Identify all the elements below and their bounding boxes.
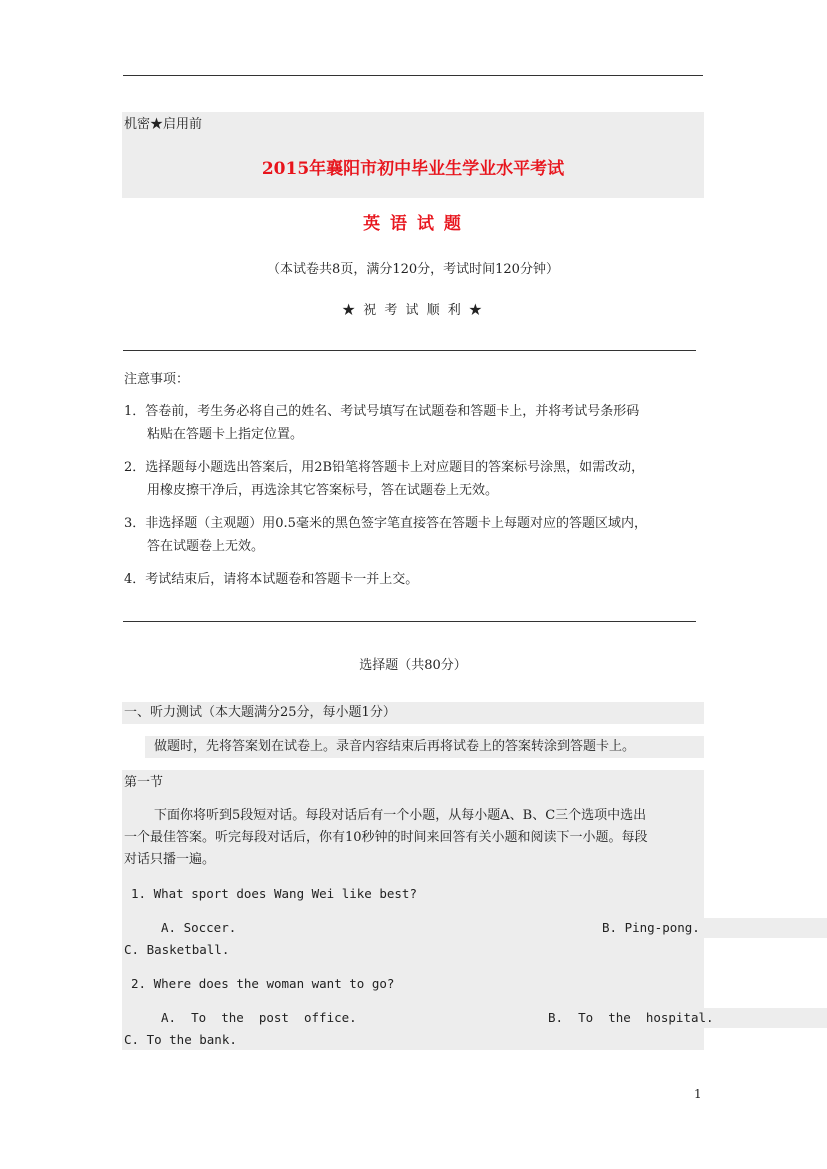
part-instruction: 做题时，先将答案划在试卷上。录音内容结束后再将试卷上的答案转涂到答题卡上。 xyxy=(154,739,636,754)
section-title: 选择题（共80分） xyxy=(359,658,467,673)
subsection-heading: 第一节 xyxy=(124,775,164,790)
note-item-4-line1: 4．考试结束后，请将本试题卷和答题卡一并上交。 xyxy=(124,572,419,587)
question-2-option-c: C. To the bank. xyxy=(124,1032,237,1047)
question-2-stem: 2. Where does the woman want to go? xyxy=(131,976,395,991)
note-item-2-line1: 2．选择题每小题选出答案后，用2B铅笔将答题卡上对应题目的答案标号涂黑，如需改动， xyxy=(124,460,645,475)
page-top-rule xyxy=(123,75,703,76)
part-heading: 一、听力测试（本大题满分25分，每小题1分） xyxy=(124,705,396,720)
question-1-option-a: A. Soccer. xyxy=(161,920,237,935)
sub-instruction-line2: 一个最佳答案。听完每段对话后，你有10秒钟的时间来回答有关小题和阅读下一小题。每段 xyxy=(124,830,648,845)
question-1-stem: 1. What sport does Wang Wei like best? xyxy=(131,886,417,901)
sub-instruction-line3: 对话只播一遍。 xyxy=(124,852,216,867)
exam-title: 2015年襄阳市初中毕业生学业水平考试 xyxy=(261,159,565,179)
question-1-option-c: C. Basketball. xyxy=(124,942,230,957)
note-item-1-line1: 1．答卷前，考生务必将自己的姓名、考试号填写在试题卷和答题卡上，并将考试号条形码 xyxy=(124,404,640,419)
note-item-3-line1: 3．非选择题（主观题）用0.5毫米的黑色签字笔直接答在答题卡上每题对应的答题区域内， xyxy=(124,516,647,531)
question-2-option-a: A. To the post office. xyxy=(161,1010,357,1025)
note-item-1-line2: 粘贴在答题卡上指定位置。 xyxy=(147,427,304,442)
note-item-3-line2: 答在试题卷上无效。 xyxy=(147,539,265,554)
page-number: 1 xyxy=(694,1087,702,1101)
exam-info: （本试卷共8页，满分120分，考试时间120分钟） xyxy=(267,262,559,277)
header-band xyxy=(122,112,704,198)
notes-top-rule xyxy=(123,350,696,351)
sub-instruction-line1: 下面你将听到5段短对话。每段对话后有一个小题，从每小题A、B、C三个选项中选出 xyxy=(154,808,647,823)
question-2-option-b: B. To the hospital. xyxy=(548,1010,714,1025)
notes-bottom-rule xyxy=(123,621,696,622)
note-item-2-line2: 用橡皮擦干净后，再选涂其它答案标号，答在试题卷上无效。 xyxy=(147,483,499,498)
classification-label: 机密★启用前 xyxy=(124,117,203,132)
notes-heading: 注意事项： xyxy=(124,372,190,387)
subject-title: 英 语 试 题 xyxy=(363,214,463,234)
question-1-option-b: B. Ping-pong. xyxy=(602,920,700,935)
blessing-text: ★ 祝 考 试 顺 利 ★ xyxy=(342,303,484,318)
